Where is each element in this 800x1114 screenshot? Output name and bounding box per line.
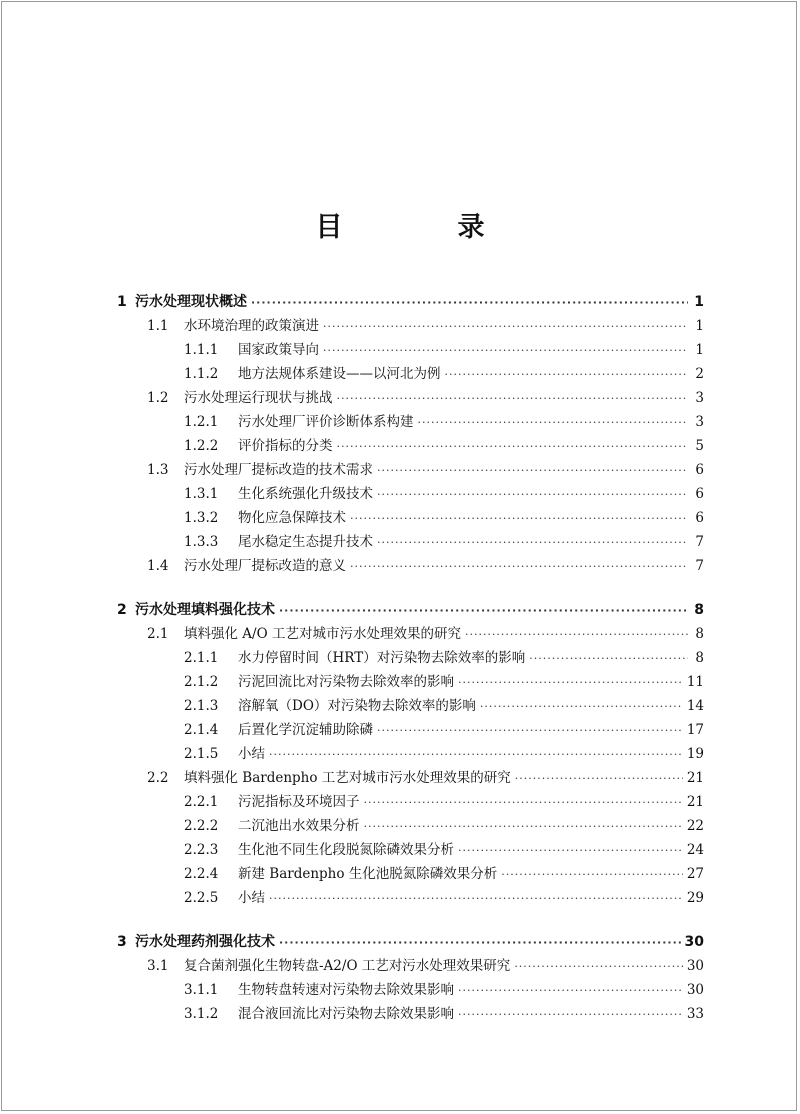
toc-entry[interactable] — [184, 697, 704, 716]
toc-entry-page: 21 — [686, 794, 704, 810]
toc-leader-dots — [445, 366, 689, 384]
toc-leader-dots — [418, 414, 689, 432]
toc-entry-number: 2.2.2 — [184, 818, 219, 834]
toc-entry-title: 后置化学沉淀辅助除磷 — [238, 722, 373, 738]
toc-entry-title: 水环境治理的政策演进 — [184, 318, 319, 334]
toc-entry-page: 33 — [686, 1006, 704, 1022]
toc-leader-dots — [501, 866, 683, 884]
toc-entry[interactable] — [117, 293, 704, 312]
toc-entry[interactable] — [184, 841, 704, 860]
toc-entry[interactable] — [147, 317, 704, 336]
toc-entry[interactable] — [184, 413, 704, 432]
toc-entry-page: 30 — [686, 982, 704, 998]
toc-entry-title: 污泥回流比对污染物去除效率的影响 — [238, 674, 454, 690]
toc-entry[interactable] — [184, 889, 704, 908]
toc-entry-number: 2.1.5 — [184, 746, 219, 762]
toc-entry[interactable] — [147, 557, 704, 576]
toc-leader-dots — [269, 890, 683, 908]
toc-entry[interactable] — [147, 389, 704, 408]
toc-entry[interactable] — [184, 721, 704, 740]
toc-entry[interactable] — [184, 1005, 704, 1024]
toc-entry-page: 8 — [694, 602, 704, 618]
toc-entry-number: 1.1.2 — [184, 366, 219, 382]
toc-entry-page: 8 — [695, 626, 704, 642]
toc-entry-number: 1.3.3 — [184, 534, 219, 550]
toc-leader-dots — [269, 746, 683, 764]
toc-entry-number: 2.1 — [147, 626, 169, 642]
toc-entry-number: 1.2 — [147, 390, 169, 406]
toc-entry[interactable] — [147, 625, 704, 644]
toc-entry[interactable] — [184, 485, 704, 504]
toc-leader-dots — [279, 934, 681, 952]
toc-entry-number: 2.2.3 — [184, 842, 219, 858]
toc-entry-title: 污水处理现状概述 — [135, 294, 247, 310]
toc-entry-number: 1.2.2 — [184, 438, 219, 454]
toc-entry-number: 2.2.5 — [184, 890, 219, 906]
toc-entry-title: 水力停留时间（HRT）对污染物去除效率的影响 — [238, 650, 526, 666]
toc-entry[interactable] — [184, 437, 704, 456]
toc-leader-dots — [323, 342, 688, 360]
toc-entry-page: 14 — [686, 698, 704, 714]
toc-entry[interactable] — [184, 817, 704, 836]
toc-leader-dots — [323, 318, 688, 336]
toc-entry-title: 填料强化 A/O 工艺对城市污水处理效果的研究 — [184, 626, 461, 642]
toc-entry-number: 3.1.1 — [184, 982, 219, 998]
toc-entry-page: 6 — [695, 462, 704, 478]
toc-entry-page: 1 — [694, 294, 704, 310]
toc-entry[interactable] — [184, 793, 704, 812]
toc-leader-dots — [458, 674, 683, 692]
toc-entry-number: 1 — [117, 294, 127, 310]
toc-entry-number: 1.1.1 — [184, 342, 219, 358]
toc-entry-title: 污水处理填料强化技术 — [135, 602, 275, 618]
toc-entry-page: 1 — [695, 342, 704, 358]
toc-entry[interactable] — [184, 673, 704, 692]
toc-entry-title: 小结 — [238, 746, 265, 762]
toc-leader-dots — [458, 1006, 683, 1024]
toc-entry-number: 1.4 — [147, 558, 169, 574]
toc-leader-dots — [350, 510, 688, 528]
toc-entry-page: 30 — [684, 934, 704, 950]
toc-entry-number: 1.2.1 — [184, 414, 219, 430]
toc-entry-number: 1.3.2 — [184, 510, 219, 526]
toc-leader-dots — [514, 958, 683, 976]
toc-leader-dots — [377, 462, 688, 480]
toc-entry[interactable] — [184, 365, 704, 384]
toc-entry-page: 6 — [695, 486, 704, 502]
toc-leader-dots — [337, 390, 689, 408]
toc-entry[interactable] — [117, 601, 704, 620]
toc-leader-dots — [480, 698, 683, 716]
toc-entry-title: 尾水稳定生态提升技术 — [238, 534, 373, 550]
toc-entry-title: 污水处理厂提标改造的意义 — [184, 558, 346, 574]
toc-entry-title: 评价指标的分类 — [238, 438, 333, 454]
toc-entry-title: 污泥指标及环境因子 — [238, 794, 360, 810]
toc-entry-page: 22 — [686, 818, 704, 834]
toc-entry-number: 1.3.1 — [184, 486, 219, 502]
toc-leader-dots — [377, 534, 688, 552]
toc-leader-dots — [458, 982, 683, 1000]
toc-entry[interactable] — [184, 341, 704, 360]
toc-entry[interactable] — [184, 745, 704, 764]
toc-leader-dots — [377, 486, 688, 504]
toc-entry-title: 污水处理运行现状与挑战 — [184, 390, 333, 406]
toc-entry-page: 30 — [686, 958, 704, 974]
toc-leader-dots — [279, 602, 688, 620]
toc-leader-dots — [515, 770, 683, 788]
toc-entry-title: 生化系统强化升级技术 — [238, 486, 373, 502]
toc-entry-page: 11 — [686, 674, 704, 690]
toc-entry-page: 5 — [695, 438, 704, 454]
toc-entry-title: 二沉池出水效果分析 — [238, 818, 360, 834]
toc-entry-page: 24 — [686, 842, 704, 858]
toc-entry-number: 1.1 — [147, 318, 169, 334]
toc-entry-title: 污水处理厂提标改造的技术需求 — [184, 462, 373, 478]
toc-entry[interactable] — [147, 957, 704, 976]
toc-entry-number: 2.2.1 — [184, 794, 219, 810]
toc-entry[interactable] — [184, 509, 704, 528]
toc-entry-page: 3 — [695, 414, 704, 430]
page-title: 目 录 — [315, 212, 529, 243]
toc-entry[interactable] — [147, 769, 704, 788]
toc-entry-number: 2.2.4 — [184, 866, 219, 882]
toc-entry-title: 地方法规体系建设——以河北为例 — [238, 366, 441, 382]
toc-entry-title: 污水处理药剂强化技术 — [135, 934, 275, 950]
toc-entry-page: 8 — [695, 650, 704, 666]
toc-entry-number: 3.1 — [147, 958, 169, 974]
toc-entry-number: 2.1.2 — [184, 674, 219, 690]
toc-entry-page: 1 — [695, 318, 704, 334]
toc-entry-page: 2 — [695, 366, 704, 382]
toc-entry-number: 2.2 — [147, 770, 169, 786]
toc-entry-title: 生物转盘转速对污染物去除效果影响 — [238, 982, 454, 998]
toc-leader-dots — [458, 842, 683, 860]
toc-entry-number: 2.1.4 — [184, 722, 219, 738]
toc-entry[interactable] — [184, 981, 704, 1000]
toc-entry-page: 29 — [686, 890, 704, 906]
toc-entry-page: 21 — [686, 770, 704, 786]
toc-entry-title: 生化池不同生化段脱氮除磷效果分析 — [238, 842, 454, 858]
toc-entry-number: 2.1.3 — [184, 698, 219, 714]
toc-entry-title: 填料强化 Bardenpho 工艺对城市污水处理效果的研究 — [184, 770, 511, 786]
toc-entry[interactable] — [184, 649, 704, 668]
toc-entry-title: 复合菌剂强化生物转盘-A2/O 工艺对污水处理效果研究 — [184, 958, 511, 974]
toc-entry-title: 新建 Bardenpho 生化池脱氮除磷效果分析 — [238, 866, 498, 882]
toc-entry-page: 19 — [686, 746, 704, 762]
toc-leader-dots — [377, 722, 683, 740]
toc-entry-page: 3 — [695, 390, 704, 406]
toc-entry-title: 溶解氧（DO）对污染物去除效率的影响 — [238, 698, 476, 714]
toc-entry-title: 物化应急保障技术 — [238, 510, 346, 526]
toc-entry-title: 小结 — [238, 890, 265, 906]
toc-entry-page: 6 — [695, 510, 704, 526]
toc-leader-dots — [529, 650, 688, 668]
toc-entry-number: 2.1.1 — [184, 650, 219, 666]
toc-entry-title: 污水处理厂评价诊断体系构建 — [238, 414, 414, 430]
toc-entry-page: 27 — [686, 866, 704, 882]
toc-leader-dots — [251, 294, 688, 312]
toc-leader-dots — [364, 794, 683, 812]
toc-entry-page: 7 — [695, 534, 704, 550]
toc-entry-number: 1.3 — [147, 462, 169, 478]
toc-leader-dots — [337, 438, 689, 456]
toc-entry-number: 3.1.2 — [184, 1006, 219, 1022]
toc-entry[interactable] — [147, 461, 704, 480]
toc-entry-page: 7 — [695, 558, 704, 574]
toc-entry[interactable] — [117, 933, 704, 952]
toc-leader-dots — [364, 818, 683, 836]
toc-entry-number: 3 — [117, 934, 127, 950]
toc-entry[interactable] — [184, 865, 704, 884]
toc-entry-number: 2 — [117, 602, 127, 618]
toc-entry-title: 国家政策导向 — [238, 342, 319, 358]
toc-entry-title: 混合液回流比对污染物去除效果影响 — [238, 1006, 454, 1022]
toc-entry[interactable] — [184, 533, 704, 552]
toc-entry-page: 17 — [686, 722, 704, 738]
toc-leader-dots — [465, 626, 688, 644]
toc-leader-dots — [350, 558, 688, 576]
